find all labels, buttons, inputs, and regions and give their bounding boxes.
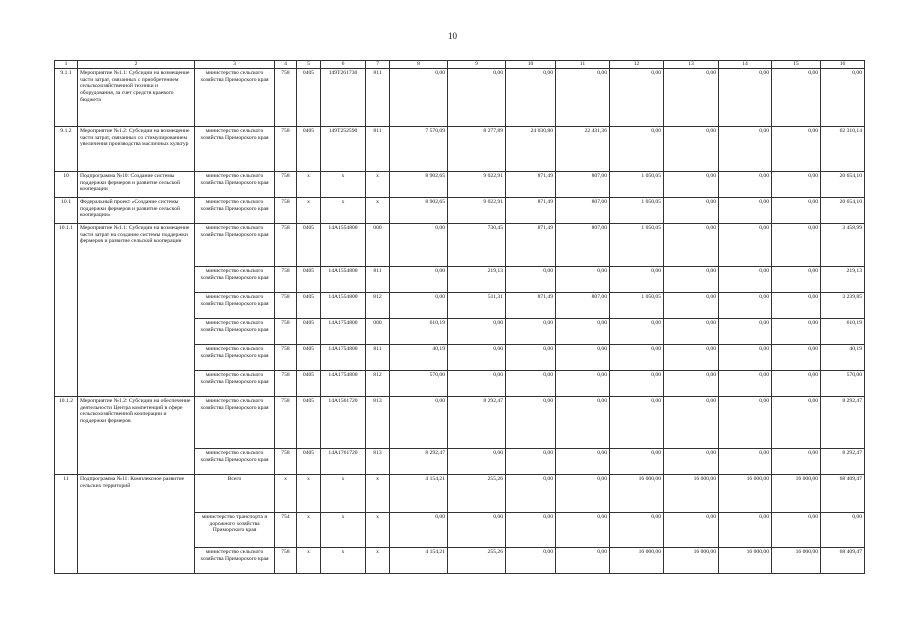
row-value: 0,00 <box>610 449 664 475</box>
row-organization: Всего <box>195 475 275 513</box>
row-code: 9.1.2 <box>55 127 78 172</box>
row-value: 255,26 <box>448 475 506 513</box>
row-section-code: х <box>297 172 321 198</box>
row-value: 16 000,00 <box>610 475 664 513</box>
row-value: 0,00 <box>719 345 772 371</box>
row-name: Подпрограмма №11: Комплексное развитие сельских территорий <box>78 475 195 574</box>
row-value: 871,49 <box>506 198 556 224</box>
row-organization: министерство сельского хозяйства Приморского края <box>195 172 275 198</box>
row-value: 0,00 <box>506 449 556 475</box>
row-value: 0,00 <box>772 293 821 319</box>
row-expense-code: 812 <box>366 293 390 319</box>
row-value: 0,00 <box>610 69 664 127</box>
row-organization: министерство сельского хозяйства Приморского края <box>195 345 275 371</box>
row-organization: министерство сельского хозяйства Приморского края <box>195 371 275 397</box>
row-section-code: 0405 <box>297 127 321 172</box>
row-organization: министерство сельского хозяйства Приморского края <box>195 397 275 449</box>
row-value: 0,00 <box>664 371 719 397</box>
row-code: 10.1 <box>55 198 78 224</box>
row-value: 0,00 <box>772 345 821 371</box>
row-value: 0,00 <box>556 548 610 574</box>
row-value: 0,00 <box>772 449 821 475</box>
row-target-code: 14А1554800 <box>321 267 366 293</box>
row-code: 10 <box>55 172 78 198</box>
row-value: 9 022,91 <box>448 172 506 198</box>
row-value: 8 902,65 <box>390 198 448 224</box>
row-code: 9.1.1 <box>55 69 78 127</box>
row-value: 16 000,00 <box>664 548 719 574</box>
row-value: 0,00 <box>719 513 772 548</box>
row-section-code: 0405 <box>297 371 321 397</box>
row-value: 8 277,89 <box>448 127 506 172</box>
row-value: 22 431,36 <box>556 127 610 172</box>
column-header: 4 <box>275 61 297 69</box>
row-value: 0,00 <box>556 267 610 293</box>
row-value: 16 000,00 <box>772 548 821 574</box>
row-section-code: 0405 <box>297 69 321 127</box>
row-section-code: 0405 <box>297 293 321 319</box>
row-value: 0,00 <box>556 371 610 397</box>
row-value: 68 409,47 <box>821 475 865 513</box>
row-section-code: 0405 <box>297 224 321 267</box>
column-header: 5 <box>297 61 321 69</box>
row-gr-code: 758 <box>275 198 297 224</box>
row-expense-code: 811 <box>366 345 390 371</box>
row-value: 0,00 <box>556 397 610 449</box>
row-value: 0,00 <box>664 293 719 319</box>
row-value: 0,00 <box>556 69 610 127</box>
row-value: 0,00 <box>390 397 448 449</box>
row-value: 0,00 <box>664 172 719 198</box>
row-value: 0,00 <box>664 319 719 345</box>
row-name: Мероприятие №1.2: Субсидии на обеспечение деятельности Центра компетенций в сфере сельскохозяйственной кооперации и поддержки фермеров <box>78 397 195 475</box>
row-value: 0,00 <box>556 449 610 475</box>
column-header: 11 <box>556 61 610 69</box>
row-value: 0,00 <box>664 198 719 224</box>
row-value: 0,00 <box>506 345 556 371</box>
row-section-code: х <box>297 548 321 574</box>
row-value: 0,00 <box>719 198 772 224</box>
row-value: 610,19 <box>821 319 865 345</box>
row-expense-code: 813 <box>366 449 390 475</box>
row-value: 16 000,00 <box>610 548 664 574</box>
row-value: 0,00 <box>506 267 556 293</box>
row-value: 0,00 <box>506 397 556 449</box>
row-organization: министерство сельского хозяйства Приморского края <box>195 548 275 574</box>
row-value: 0,00 <box>821 513 865 548</box>
row-gr-code: 758 <box>275 345 297 371</box>
row-value: 0,00 <box>390 267 448 293</box>
row-value: 0,00 <box>772 127 821 172</box>
row-value: 871,49 <box>506 224 556 267</box>
column-header: 14 <box>719 61 772 69</box>
row-organization: министерство сельского хозяйства Приморского края <box>195 69 275 127</box>
row-value: 0,00 <box>772 198 821 224</box>
row-value: 0,00 <box>506 548 556 574</box>
row-name: Мероприятие №1.1: Субсидии на возмещение части затрат, связанных с приобретением сельскохозяйственной техники и оборудования, за счет средств краевого бюджета <box>78 69 195 127</box>
row-expense-code: 813 <box>366 397 390 449</box>
column-header: 15 <box>772 61 821 69</box>
row-value: 8 292,47 <box>448 397 506 449</box>
row-value: 8 292,47 <box>390 449 448 475</box>
column-header: 13 <box>664 61 719 69</box>
row-name: Подпрограмма №10: Создание системы поддержки фермеров и развитие сельской кооперации <box>78 172 195 198</box>
row-name: Мероприятие №1.2: Субсидии на возмещение части затрат, связанных со стимулированием увеличения производства масличных культур <box>78 127 195 172</box>
row-expense-code: х <box>366 172 390 198</box>
row-value: 0,00 <box>506 371 556 397</box>
row-name: Федеральный проект «Создание системы поддержки фермеров и развитие сельской кооперации» <box>78 198 195 224</box>
row-value: 0,00 <box>506 475 556 513</box>
page-number: 10 <box>448 31 457 41</box>
row-target-code: 14А1554800 <box>321 293 366 319</box>
row-value: 24 030,80 <box>506 127 556 172</box>
row-value: 0,00 <box>448 371 506 397</box>
row-value: 511,31 <box>448 293 506 319</box>
row-expense-code: 811 <box>366 127 390 172</box>
row-gr-code: 758 <box>275 69 297 127</box>
row-value: 20 654,10 <box>821 198 865 224</box>
row-value: 0,00 <box>772 319 821 345</box>
row-value: 20 654,10 <box>821 172 865 198</box>
row-gr-code: 758 <box>275 449 297 475</box>
column-header: 12 <box>610 61 664 69</box>
row-target-code: х <box>321 548 366 574</box>
row-value: 0,00 <box>719 397 772 449</box>
row-value: 3 239,85 <box>821 293 865 319</box>
row-name: Мероприятие №1.1: Субсидии на возмещение части затрат на создание системы поддержки фермеров и развитие сельской кооперации <box>78 224 195 397</box>
row-expense-code: х <box>366 513 390 548</box>
row-value: 0,00 <box>719 69 772 127</box>
table-row <box>55 475 865 513</box>
column-header: 2 <box>78 61 195 69</box>
row-organization: министерство сельского хозяйства Приморского края <box>195 293 275 319</box>
row-value: 4 154,21 <box>390 475 448 513</box>
row-code: 10.1.2 <box>55 397 78 475</box>
row-value: 0,00 <box>610 319 664 345</box>
row-value: 0,00 <box>772 371 821 397</box>
row-section-code: х <box>297 475 321 513</box>
row-gr-code: 758 <box>275 293 297 319</box>
row-target-code: 149Т252590 <box>321 127 366 172</box>
table-row <box>55 224 865 267</box>
row-target-code: х <box>321 475 366 513</box>
row-value: 0,00 <box>610 371 664 397</box>
row-value: 0,00 <box>448 319 506 345</box>
row-value: 1 050,05 <box>610 224 664 267</box>
header-row <box>55 61 865 69</box>
row-expense-code: 000 <box>366 319 390 345</box>
row-expense-code: 812 <box>366 371 390 397</box>
row-gr-code: 758 <box>275 224 297 267</box>
row-value: 871,49 <box>506 293 556 319</box>
row-value: 255,26 <box>448 548 506 574</box>
row-value: 8 292,47 <box>821 397 865 449</box>
row-gr-code: х <box>275 475 297 513</box>
row-value: 0,00 <box>610 345 664 371</box>
row-value: 0,00 <box>664 69 719 127</box>
row-value: 0,00 <box>506 513 556 548</box>
row-organization: министерство сельского хозяйства Приморского края <box>195 319 275 345</box>
row-value: 16 000,00 <box>719 548 772 574</box>
row-gr-code: 758 <box>275 548 297 574</box>
row-value: 0,00 <box>448 449 506 475</box>
row-value: 0,00 <box>719 172 772 198</box>
row-value: 0,00 <box>772 513 821 548</box>
row-value: 219,13 <box>821 267 865 293</box>
row-value: 0,00 <box>719 319 772 345</box>
row-value: 16 000,00 <box>664 475 719 513</box>
row-target-code: 149Т261730 <box>321 69 366 127</box>
row-organization: министерство сельского хозяйства Приморского края <box>195 449 275 475</box>
row-value: 0,00 <box>772 397 821 449</box>
row-value: 16 000,00 <box>772 475 821 513</box>
row-organization: министерство сельского хозяйства Приморского края <box>195 127 275 172</box>
row-gr-code: 758 <box>275 319 297 345</box>
column-header: 16 <box>821 61 865 69</box>
row-value: 807,00 <box>556 293 610 319</box>
row-value: 8 902,65 <box>390 172 448 198</box>
row-value: 0,00 <box>772 224 821 267</box>
row-gr-code: 758 <box>275 397 297 449</box>
row-value: 807,00 <box>556 172 610 198</box>
row-value: 0,00 <box>610 513 664 548</box>
row-value: 570,00 <box>821 371 865 397</box>
row-value: 730,45 <box>448 224 506 267</box>
row-value: 0,00 <box>448 345 506 371</box>
table-row <box>55 397 865 449</box>
row-organization: министерство сельского хозяйства Приморского края <box>195 224 275 267</box>
row-target-code: 14А1761720 <box>321 449 366 475</box>
row-value: 871,49 <box>506 172 556 198</box>
row-expense-code: х <box>366 475 390 513</box>
row-organization: министерство транспорта и дорожного хозяйства Приморского края <box>195 513 275 548</box>
row-value: 0,00 <box>610 267 664 293</box>
budget-table <box>54 60 865 574</box>
row-organization: министерство сельского хозяйства Приморского края <box>195 198 275 224</box>
row-value: 0,00 <box>719 224 772 267</box>
row-value: 0,00 <box>664 345 719 371</box>
row-value: 0,00 <box>556 345 610 371</box>
row-value: 0,00 <box>719 127 772 172</box>
row-value: 7 570,09 <box>390 127 448 172</box>
row-target-code: 14А1754800 <box>321 371 366 397</box>
row-value: 0,00 <box>448 513 506 548</box>
row-value: 0,00 <box>664 267 719 293</box>
row-expense-code: 811 <box>366 267 390 293</box>
row-value: 9 022,91 <box>448 198 506 224</box>
row-expense-code: 000 <box>366 224 390 267</box>
row-value: 40,19 <box>821 345 865 371</box>
row-value: 0,00 <box>772 172 821 198</box>
row-value: 0,00 <box>664 513 719 548</box>
row-value: 0,00 <box>821 69 865 127</box>
row-value: 68 409,47 <box>821 548 865 574</box>
row-value: 0,00 <box>556 513 610 548</box>
column-header: 1 <box>55 61 78 69</box>
row-value: 4 154,21 <box>390 548 448 574</box>
row-value: 807,00 <box>556 224 610 267</box>
row-section-code: х <box>297 513 321 548</box>
row-expense-code: х <box>366 198 390 224</box>
row-value: 0,00 <box>506 69 556 127</box>
table-row <box>55 127 865 172</box>
row-value: 40,19 <box>390 345 448 371</box>
row-target-code: 14А1754800 <box>321 319 366 345</box>
row-value: 1 050,05 <box>610 172 664 198</box>
row-value: 0,00 <box>772 69 821 127</box>
row-value: 0,00 <box>664 397 719 449</box>
column-header: 9 <box>448 61 506 69</box>
column-header: 10 <box>506 61 556 69</box>
row-value: 0,00 <box>664 224 719 267</box>
row-gr-code: 758 <box>275 127 297 172</box>
row-value: 610,19 <box>390 319 448 345</box>
row-organization: министерство сельского хозяйства Приморского края <box>195 267 275 293</box>
row-value: 16 000,00 <box>719 475 772 513</box>
table-row <box>55 69 865 127</box>
row-code: 11 <box>55 475 78 574</box>
row-code: 10.1.1 <box>55 224 78 397</box>
row-target-code: х <box>321 198 366 224</box>
row-target-code: 14А1554800 <box>321 224 366 267</box>
row-value: 0,00 <box>556 319 610 345</box>
row-value: 0,00 <box>390 293 448 319</box>
row-value: 0,00 <box>390 513 448 548</box>
row-value: 0,00 <box>390 69 448 127</box>
column-header: 3 <box>195 61 275 69</box>
row-value: 62 310,14 <box>821 127 865 172</box>
table-row <box>55 198 865 224</box>
row-value: 0,00 <box>664 127 719 172</box>
row-value: 1 050,05 <box>610 293 664 319</box>
row-value: 0,00 <box>719 449 772 475</box>
row-section-code: 0405 <box>297 267 321 293</box>
row-value: 570,00 <box>390 371 448 397</box>
row-gr-code: 758 <box>275 172 297 198</box>
row-gr-code: 758 <box>275 371 297 397</box>
row-target-code: 14А1754800 <box>321 345 366 371</box>
row-expense-code: х <box>366 548 390 574</box>
row-section-code: 0405 <box>297 449 321 475</box>
row-value: 0,00 <box>772 267 821 293</box>
row-gr-code: 758 <box>275 267 297 293</box>
row-target-code: х <box>321 172 366 198</box>
row-value: 0,00 <box>719 293 772 319</box>
row-value: 0,00 <box>448 69 506 127</box>
row-value: 219,13 <box>448 267 506 293</box>
row-value: 807,00 <box>556 198 610 224</box>
row-section-code: 0405 <box>297 319 321 345</box>
row-gr-code: 754 <box>275 513 297 548</box>
row-value: 0,00 <box>610 127 664 172</box>
row-value: 0,00 <box>390 224 448 267</box>
row-value: 0,00 <box>719 267 772 293</box>
row-expense-code: 811 <box>366 69 390 127</box>
column-header: 7 <box>366 61 390 69</box>
column-header: 6 <box>321 61 366 69</box>
row-value: 0,00 <box>506 319 556 345</box>
row-section-code: х <box>297 198 321 224</box>
row-target-code: х <box>321 513 366 548</box>
row-section-code: 0405 <box>297 345 321 371</box>
row-value: 0,00 <box>610 397 664 449</box>
row-value: 1 050,05 <box>610 198 664 224</box>
table-row <box>55 172 865 198</box>
row-value: 3 458,99 <box>821 224 865 267</box>
row-value: 0,00 <box>556 475 610 513</box>
row-value: 0,00 <box>664 449 719 475</box>
row-section-code: 0405 <box>297 397 321 449</box>
row-value: 8 292,47 <box>821 449 865 475</box>
row-value: 0,00 <box>719 371 772 397</box>
column-header: 8 <box>390 61 448 69</box>
row-target-code: 14А1561720 <box>321 397 366 449</box>
